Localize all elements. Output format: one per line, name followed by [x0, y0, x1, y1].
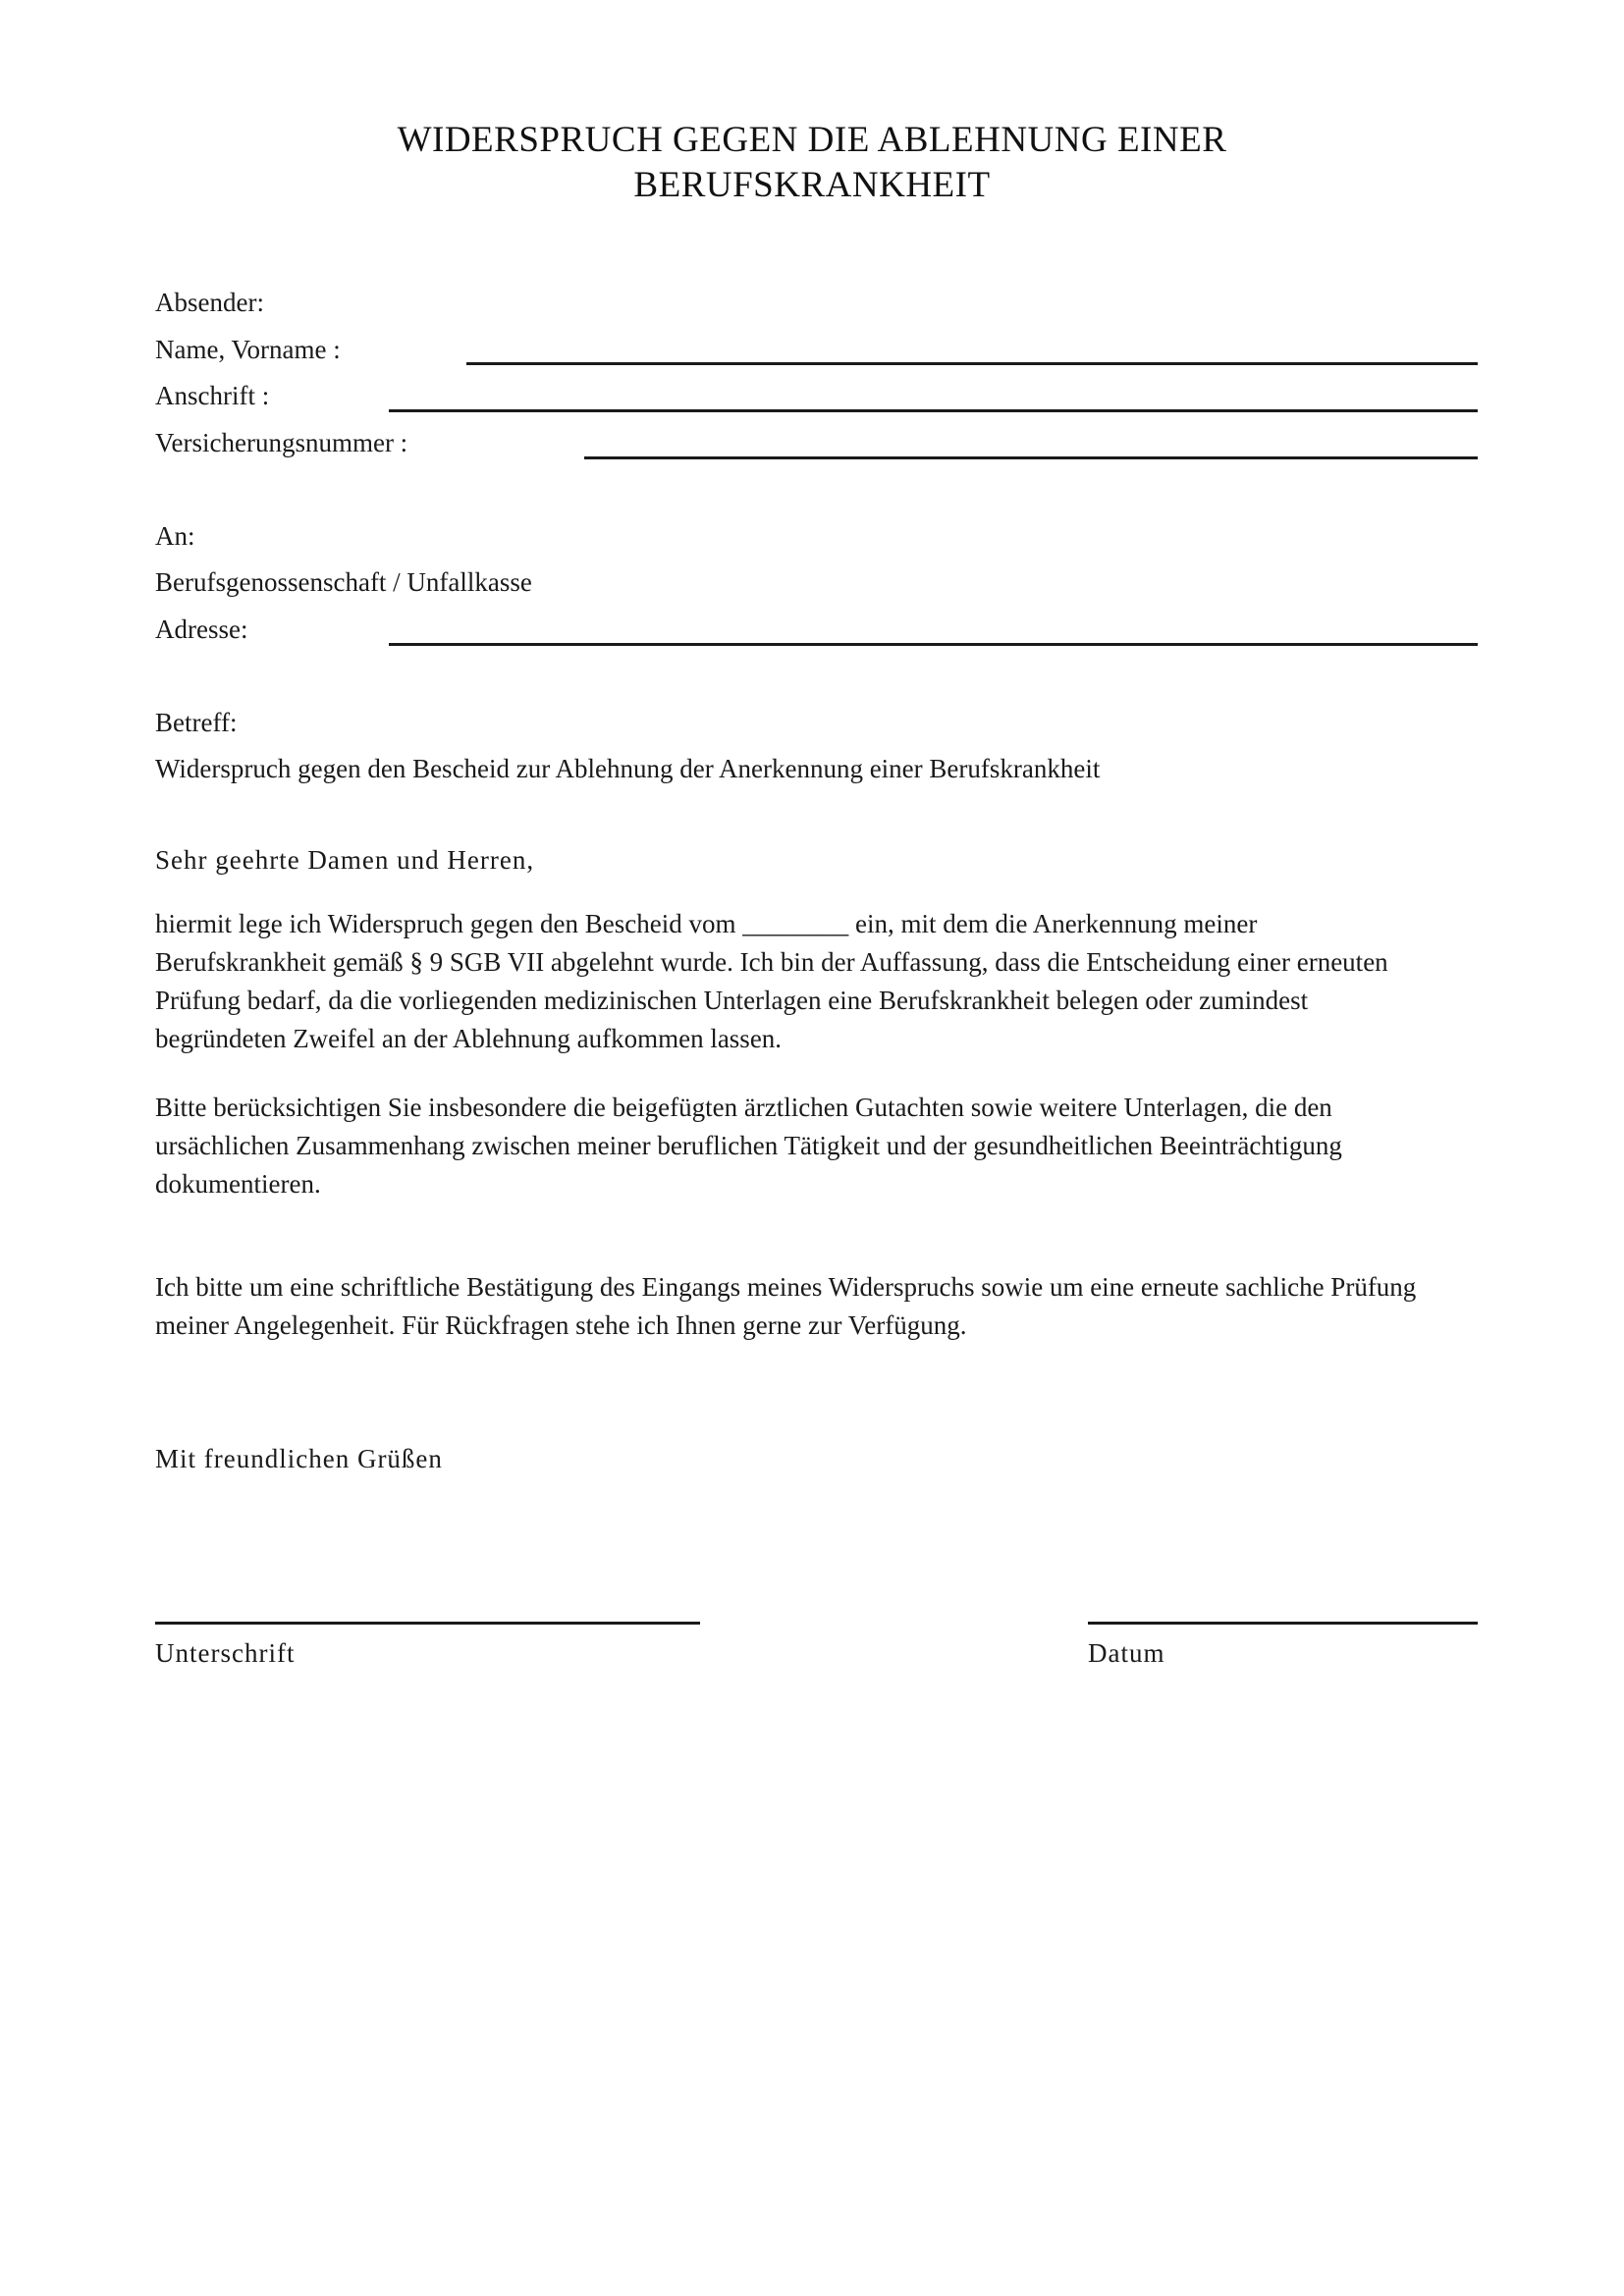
date-label: Datum [1088, 1638, 1165, 1668]
title-line-2: BERUFSKRANKHEIT [633, 165, 991, 205]
salutation: Sehr geehrte Damen und Herren, [155, 845, 535, 875]
recipient-heading: An: [155, 521, 195, 551]
paragraph-1-line: begründeten Zweifel an der Ablehnung aufkommen lassen. [155, 1024, 783, 1053]
paragraph-3-line: Ich bitte um eine schriftliche Bestätigung des Eingangs meines Widerspruchs sowie um eine erneute sachliche Prüfung [155, 1272, 1417, 1302]
sender-heading: Absender: [155, 288, 264, 317]
paragraph-2-line: ursächlichen Zusammenhang zwischen meiner beruflichen Tätigkeit und der gesundheitlichen Beeinträchtigung [155, 1131, 1342, 1160]
paragraph-1-line: Berufskrankheit gemäß § 9 SGB VII abgelehnt wurde. Ich bin der Auffassung, dass die Entscheidung einer erneuten [155, 947, 1388, 977]
title-line-1: WIDERSPRUCH GEGEN DIE ABLEHNUNG EINER [397, 120, 1227, 160]
address-field[interactable] [389, 409, 1478, 412]
recipient-organization: Berufsgenossenschaft / Unfallkasse [155, 567, 532, 597]
paragraph-1 [155, 905, 1490, 1058]
paragraph-2-line: dokumentieren. [155, 1169, 321, 1199]
paragraph-1-line: Prüfung bedarf, da die vorliegenden medizinischen Unterlagen eine Berufskrankheit belegen oder zumindest [155, 986, 1309, 1015]
recipient-address-field[interactable] [389, 643, 1478, 646]
address-label: Anschrift : [155, 381, 270, 410]
signature-label: Unterschrift [155, 1638, 296, 1668]
date-field[interactable] [1088, 1622, 1478, 1625]
paragraph-2-line: Bitte berücksichtigen Sie insbesondere die beigefügten ärztlichen Gutachten sowie weitere Unterlagen, die den [155, 1093, 1332, 1122]
insurance-number-field[interactable] [584, 456, 1478, 459]
subject-text: Widerspruch gegen den Bescheid zur Ablehnung der Anerkennung einer Berufskrankheit [155, 754, 1101, 783]
closing: Mit freundlichen Grüßen [155, 1444, 443, 1473]
paragraph-1-line: hiermit lege ich Widerspruch gegen den Bescheid vom ________ ein, mit dem die Anerkennung meiner [155, 909, 1258, 938]
paragraph-3-line: meiner Angelegenheit. Für Rückfragen stehe ich Ihnen gerne zur Verfügung. [155, 1310, 967, 1340]
document-title [0, 118, 1624, 208]
insurance-number-label: Versicherungsnummer : [155, 428, 408, 457]
name-field[interactable] [466, 362, 1478, 365]
recipient-address-label: Adresse: [155, 614, 248, 644]
paragraph-2 [155, 1089, 1490, 1203]
paragraph-3 [155, 1268, 1490, 1345]
name-label: Name, Vorname : [155, 335, 341, 364]
subject-heading: Betreff: [155, 708, 238, 737]
signature-field[interactable] [155, 1622, 700, 1625]
